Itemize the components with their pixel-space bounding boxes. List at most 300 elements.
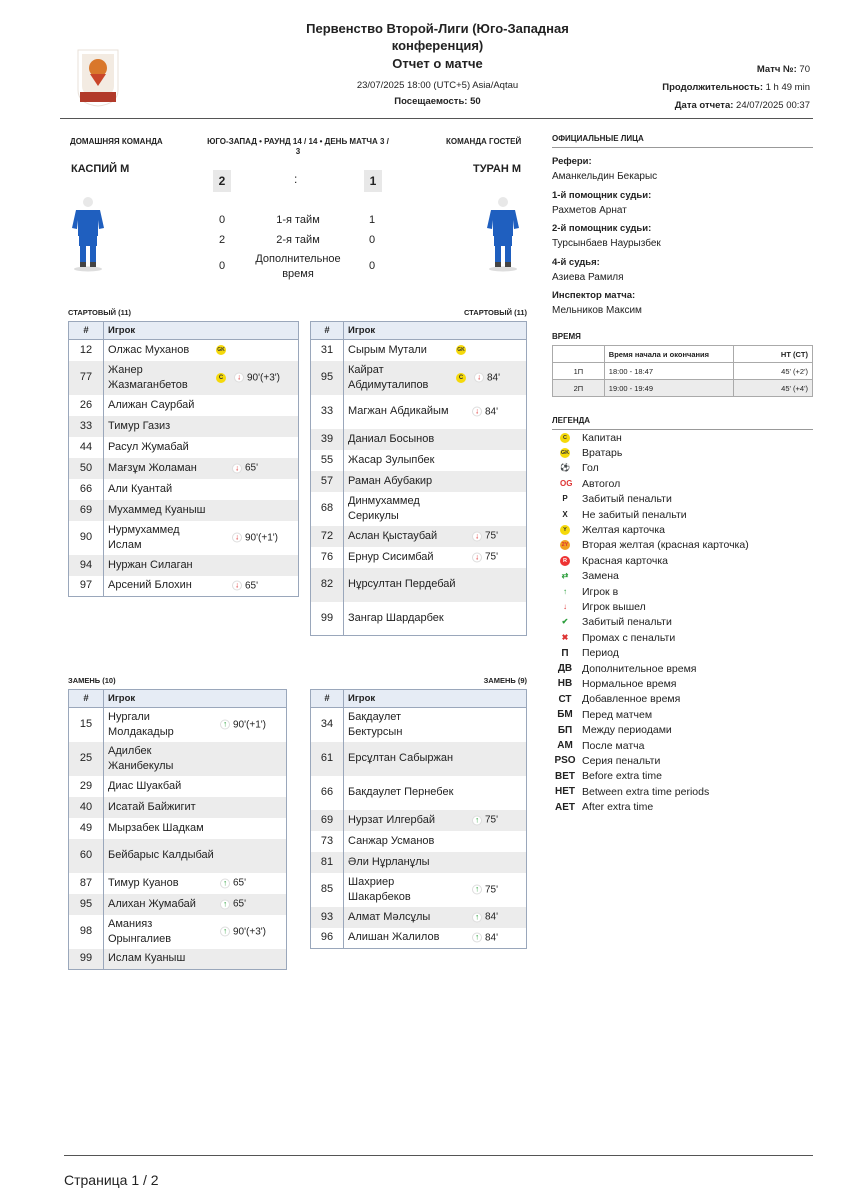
legend-item xyxy=(552,461,813,476)
player-cell xyxy=(104,500,299,521)
legend-text: Забитый пенальти xyxy=(582,616,672,629)
legend-text: После матча xyxy=(582,739,645,752)
player-number: 73 xyxy=(311,831,344,852)
official-role: 2-й помощник судьи: xyxy=(552,223,652,234)
sub-minute: 65' xyxy=(233,877,247,889)
sub-minute: 90'(+3') xyxy=(247,372,281,383)
sub-in-event xyxy=(220,924,266,939)
report-date: Дата отчета: 24/07/2025 00:37 xyxy=(674,100,810,111)
player-cell xyxy=(104,416,299,437)
officials-caption: ОФИЦИАЛЬНЫЕ ЛИЦА xyxy=(552,134,644,143)
col-number: # xyxy=(69,322,104,340)
away-team-name: ТУРАН М xyxy=(473,163,522,175)
table-row xyxy=(311,395,527,429)
away-period-score: 0 xyxy=(368,234,376,246)
legend-key xyxy=(552,694,578,705)
table-row xyxy=(311,526,527,547)
captain-badge xyxy=(456,373,466,383)
legend-key xyxy=(552,571,578,581)
player-name: Раман Абубакир xyxy=(348,474,433,487)
col-player: Игрок xyxy=(344,690,527,708)
legend-key xyxy=(552,771,578,782)
away-starting-table xyxy=(310,321,527,636)
legend-text: Промах с пенальти xyxy=(582,631,676,644)
table-row xyxy=(311,852,527,873)
player-name: Жанер Жазмаганбетов xyxy=(108,363,188,391)
legend-item xyxy=(552,430,813,445)
player-in-icon: ↑ xyxy=(220,899,230,909)
player-number: 66 xyxy=(311,776,344,810)
legend-key xyxy=(552,633,578,643)
player-cell xyxy=(104,742,287,776)
legend-text: Гол xyxy=(582,462,599,475)
player-name: Нурмухаммед Ислам xyxy=(108,523,180,551)
player-number: 39 xyxy=(311,429,344,450)
official-name: Мельников Максим xyxy=(552,305,642,316)
col-player: Игрок xyxy=(344,322,527,340)
legend-abbr: ДВ xyxy=(557,663,573,675)
player-cell xyxy=(104,708,287,742)
legend-key xyxy=(552,587,578,597)
legend-text: Желтая карточка xyxy=(582,524,666,537)
player-cell xyxy=(344,742,527,776)
legend-item xyxy=(552,676,813,691)
player-name: Алихан Жумабай xyxy=(108,897,196,910)
player-name: Шахриер Шакарбеков xyxy=(348,875,411,903)
player-number: 50 xyxy=(69,458,104,479)
player-cell xyxy=(104,340,299,361)
captain-badge xyxy=(216,373,226,383)
legend-key xyxy=(552,556,578,566)
player-out-icon: ↓ xyxy=(232,463,242,473)
player-cell xyxy=(344,602,527,636)
player-number: 69 xyxy=(311,810,344,831)
sub-in-event xyxy=(472,910,498,925)
official-role: Инспектор матча: xyxy=(552,290,636,301)
col-player: Игрок xyxy=(104,690,287,708)
official-entry xyxy=(552,290,813,324)
table-row xyxy=(311,831,527,852)
times-period: 2П xyxy=(553,380,605,397)
player-name: Алижан Саурбай xyxy=(108,398,195,411)
player-in-icon: ↑ xyxy=(220,878,230,888)
sub-out-event xyxy=(232,530,278,545)
player-number: 69 xyxy=(69,500,104,521)
player-name: Алишан Жалилов xyxy=(348,931,440,944)
match-number: Матч №: 70 xyxy=(756,64,810,75)
legend-item xyxy=(552,753,813,768)
player-cell xyxy=(344,340,527,361)
official-name: Турсынбаев Наурызбек xyxy=(552,238,661,249)
player-out-icon: ↓ xyxy=(234,373,244,383)
away-subs-caption: ЗАМЕНЬ (9) xyxy=(483,676,527,685)
table-row xyxy=(69,915,287,949)
player-cell xyxy=(104,873,287,894)
player-name: Алмат Мәлсұлы xyxy=(348,910,431,923)
table-row xyxy=(69,818,287,839)
legend-key xyxy=(552,448,578,458)
player-cell xyxy=(344,907,527,928)
table-row xyxy=(69,340,299,361)
sub-out-event xyxy=(232,578,258,593)
player-number: 98 xyxy=(69,915,104,949)
away-period-score: 1 xyxy=(368,214,376,226)
table-row xyxy=(69,479,299,500)
table-row xyxy=(311,708,527,742)
player-in-icon: ↑ xyxy=(472,885,482,895)
sub-minute: 75' xyxy=(485,884,499,895)
player-in-icon: ↑ xyxy=(220,720,230,730)
player-number: 25 xyxy=(69,742,104,776)
player-cell xyxy=(344,492,527,526)
table-row xyxy=(69,776,287,797)
sub-minute: 84' xyxy=(487,372,501,383)
player-name: Аманияз Орынгалиев xyxy=(108,917,172,945)
player-cell xyxy=(104,797,287,818)
legend-abbr: PSO xyxy=(554,755,576,767)
player-name: Расул Жумабай xyxy=(108,440,189,453)
federation-logo xyxy=(74,46,122,108)
player-name: Нуржан Силаган xyxy=(108,558,193,571)
home-period-score: 0 xyxy=(218,260,226,272)
legend-text: Перед матчем xyxy=(582,708,653,721)
sub-in-event xyxy=(472,930,498,945)
legend-key xyxy=(552,709,578,720)
table-row xyxy=(311,810,527,831)
red-card-icon: R xyxy=(560,556,570,566)
official-role: 1-й помощник судьи: xyxy=(552,189,652,201)
player-name: Санжар Усманов xyxy=(348,834,435,847)
officials-list xyxy=(552,156,813,324)
player-name: Адилбек Жанибекулы xyxy=(108,744,174,772)
officials-divider xyxy=(552,147,813,148)
legend-text: Период xyxy=(582,647,619,660)
legend-key xyxy=(552,463,578,473)
sub-in-event xyxy=(220,717,266,732)
player-in-icon: ↑ xyxy=(472,815,482,825)
player-number: 26 xyxy=(69,395,104,416)
legend-text: Between extra time periods xyxy=(582,785,710,798)
official-name: Азиева Рамиля xyxy=(552,271,624,283)
player-cell xyxy=(344,708,527,742)
legend-key xyxy=(552,648,578,659)
legend-text: Автогол xyxy=(582,477,621,490)
player-number: 99 xyxy=(311,602,344,636)
col-number: # xyxy=(69,690,104,708)
home-period-score: 2 xyxy=(218,234,226,246)
player-name: Бакдаулет Пернебек xyxy=(348,786,454,798)
player-cell xyxy=(344,471,527,492)
player-number: 97 xyxy=(69,576,104,597)
match-datetime: 23/07/2025 18:00 (UTC+5) Asia/Aqtau xyxy=(356,80,519,91)
table-row xyxy=(69,521,299,555)
player-number: 95 xyxy=(311,361,344,395)
times-col-range: Время начала и окончания xyxy=(604,346,734,363)
player-number: 31 xyxy=(311,340,344,361)
sub-minute: 75' xyxy=(485,814,499,826)
legend-item xyxy=(552,799,813,814)
player-cell xyxy=(104,818,287,839)
official-entry xyxy=(552,257,813,291)
match-duration: Продолжительность: 1 h 49 min xyxy=(662,82,810,93)
player-in-icon: ↑ xyxy=(220,927,230,937)
legend-abbr: БП xyxy=(557,724,573,736)
player-name: Нұрсултан Пердебай xyxy=(348,578,456,590)
table-row xyxy=(69,500,299,521)
sub-minute: 75' xyxy=(485,530,499,542)
sub-minute: 90'(+1') xyxy=(233,719,267,731)
official-role: Рефери: xyxy=(552,156,592,167)
col-number: # xyxy=(311,322,344,340)
legend-item xyxy=(552,476,813,491)
player-out-icon: ↓ xyxy=(232,533,242,543)
player-cell xyxy=(344,776,527,810)
period-label: 1-я тайм xyxy=(276,214,320,226)
times-range: 19:00 - 19:49 xyxy=(604,380,734,397)
player-number: 57 xyxy=(311,471,344,492)
table-row xyxy=(69,361,299,395)
player-cell xyxy=(344,873,527,907)
legend-key xyxy=(552,479,578,489)
legend-text: Добавленное время xyxy=(582,693,681,706)
player-cell xyxy=(104,949,287,970)
legend-key xyxy=(552,725,578,736)
legend-key xyxy=(552,786,578,797)
table-row xyxy=(311,340,527,361)
player-name: Мағзұм Жоламан xyxy=(108,461,197,474)
shootout-missed-icon: ✖ xyxy=(561,632,569,642)
player-number: 99 xyxy=(69,949,104,970)
home-period-score: 0 xyxy=(218,214,226,226)
home-caption: ДОМАШНЯЯ КОМАНДА xyxy=(70,137,163,146)
times-col-ht: HT (CT) xyxy=(734,346,813,363)
legend-key xyxy=(552,540,578,550)
player-cell xyxy=(344,395,527,429)
sub-in-event xyxy=(472,882,498,897)
player-cell xyxy=(344,547,527,568)
player-number: 61 xyxy=(311,742,344,776)
player-number: 55 xyxy=(311,450,344,471)
away-start-caption: СТАРТОВЫЙ (11) xyxy=(463,308,527,317)
legend-key xyxy=(552,617,578,627)
player-number: 95 xyxy=(69,894,104,915)
player-cell xyxy=(104,395,299,416)
legend-text: Before extra time xyxy=(582,770,662,783)
player-name: Ерсұлтан Сабыржан xyxy=(348,752,454,764)
table-row xyxy=(311,471,527,492)
legend-text: Вторая желтая (красная карточка) xyxy=(582,539,749,552)
player-number: 82 xyxy=(311,568,344,602)
player-number: 15 xyxy=(69,708,104,742)
home-starting-table xyxy=(68,321,299,597)
legend-key xyxy=(552,802,578,813)
player-out-icon: ↓ xyxy=(474,373,484,383)
player-name: Бейбарыс Калдыбай xyxy=(108,849,214,861)
captain-icon: C xyxy=(560,433,570,443)
sub-minute: 90'(+3') xyxy=(233,926,267,937)
legend-item xyxy=(552,661,813,676)
legend-item xyxy=(552,522,813,537)
goalkeeper-badge xyxy=(456,345,466,355)
player-name: Диас Шуакбай xyxy=(108,779,182,792)
table-row xyxy=(311,568,527,602)
player-in-icon: ↑ xyxy=(472,912,482,922)
goalkeeper-icon: GK xyxy=(560,450,570,457)
home-subs-caption: ЗАМЕНЬ (10) xyxy=(68,676,116,685)
sub-in-event xyxy=(220,897,246,912)
legend-key xyxy=(552,663,578,674)
player-name: Нурзат Илгербай xyxy=(348,813,435,826)
player-name: Исатай Байжигит xyxy=(108,800,196,813)
player-number: 12 xyxy=(69,340,104,361)
legend-abbr: АМ xyxy=(557,740,573,751)
table-row xyxy=(311,742,527,776)
player-number: 33 xyxy=(69,416,104,437)
player-name: Зангар Шардарбек xyxy=(348,611,444,624)
player-name: Тимур Газиз xyxy=(108,419,171,432)
legend-text: Дополнительное время xyxy=(582,662,697,675)
player-cell xyxy=(104,555,299,576)
player-cell xyxy=(104,479,299,500)
player-name: Нургали Молдакадыр xyxy=(108,710,174,738)
goalkeeper-icon: GK xyxy=(217,347,225,354)
legend-item xyxy=(552,692,813,707)
player-number: 96 xyxy=(311,928,344,949)
legend-key xyxy=(552,510,578,520)
sub-out-event xyxy=(232,461,258,476)
player-number: 44 xyxy=(69,437,104,458)
table-row xyxy=(69,458,299,479)
sub-minute: 65' xyxy=(233,898,247,910)
table-row xyxy=(311,873,527,907)
home-start-caption: СТАРТОВЫЙ (11) xyxy=(68,308,132,317)
legend-abbr: СТ xyxy=(558,693,572,705)
player-name: Даниал Босынов xyxy=(348,432,435,445)
player-name: Магжан Абдикайым xyxy=(348,405,449,417)
player-name: Жасар Зулыпбек xyxy=(348,453,435,466)
player-name: Бакдаулет Бектурсын xyxy=(348,710,403,738)
second-yellow-icon: 2Y xyxy=(561,542,569,549)
legend-item xyxy=(552,615,813,630)
report-title: Первенство Второй-Лиги (Юго-Западная конференция) xyxy=(306,21,569,53)
player-number: 49 xyxy=(69,818,104,839)
player-cell xyxy=(104,839,287,873)
table-row xyxy=(69,742,287,776)
table-row xyxy=(69,555,299,576)
legend-abbr: HET xyxy=(555,786,575,798)
away-period-score: 0 xyxy=(368,260,376,272)
official-role: 4-й судья: xyxy=(552,256,600,268)
player-out-icon: ↓ xyxy=(472,552,482,562)
sub-minute: 84' xyxy=(485,932,499,944)
player-name: Олжас Муханов xyxy=(108,343,190,356)
table-row xyxy=(69,894,287,915)
legend-item xyxy=(552,722,813,737)
times-caption: ВРЕМЯ xyxy=(552,332,581,341)
legend-abbr: НВ xyxy=(557,678,573,690)
player-name: Сырым Мутали xyxy=(348,343,427,356)
player-cell xyxy=(104,894,287,915)
legend-text: Серия пенальти xyxy=(582,754,661,767)
player-number: 76 xyxy=(311,547,344,568)
official-name: Рахметов Арнат xyxy=(552,204,627,216)
legend-key xyxy=(552,433,578,443)
player-cell xyxy=(104,437,299,458)
official-name: Аманкельдин Бекарыс xyxy=(552,171,658,182)
player-number: 81 xyxy=(311,852,344,873)
sub-out-event xyxy=(472,529,498,544)
table-row xyxy=(69,873,287,894)
legend-text: Забитый пенальти xyxy=(582,493,672,506)
player-cell xyxy=(104,776,287,797)
times-range: 18:00 - 18:47 xyxy=(604,363,734,380)
legend-text: Капитан xyxy=(582,431,622,444)
goalkeeper-badge xyxy=(216,345,226,355)
player-name: Аслан Қыстаубай xyxy=(348,529,438,542)
captain-icon: C xyxy=(456,373,466,383)
legend-item xyxy=(552,569,813,584)
table-row xyxy=(311,928,527,949)
sub-minute: 90'(+1') xyxy=(245,532,279,543)
legend-text: Вратарь xyxy=(582,447,623,460)
player-cell xyxy=(104,576,299,597)
yellow-card-icon: Y xyxy=(560,525,570,535)
table-row xyxy=(69,708,287,742)
away-subs-table xyxy=(310,689,527,949)
legend-item xyxy=(552,553,813,568)
legend-text: Игрок вышел xyxy=(582,600,646,613)
col-player: Игрок xyxy=(104,322,299,340)
legend-key xyxy=(552,494,578,504)
legend-item xyxy=(552,707,813,722)
sub-in-event xyxy=(472,813,498,828)
player-cell xyxy=(104,361,299,395)
sub-minute: 65' xyxy=(245,462,259,474)
times-table xyxy=(552,345,813,397)
legend-text: Красная карточка xyxy=(582,554,668,567)
table-row xyxy=(69,395,299,416)
player-cell xyxy=(344,831,527,852)
legend-text: After extra time xyxy=(582,801,654,814)
player-cell xyxy=(344,429,527,450)
player-name: Ернур Сисимбай xyxy=(348,550,434,563)
player-out-icon: ↓ xyxy=(232,581,242,591)
legend-item xyxy=(552,784,813,799)
legend-abbr: BET xyxy=(555,770,575,782)
player-cell xyxy=(344,810,527,831)
player-number: 72 xyxy=(311,526,344,547)
player-cell xyxy=(104,521,299,555)
player-cell xyxy=(344,526,527,547)
official-entry xyxy=(552,156,813,190)
header-divider xyxy=(60,118,813,119)
substitution-icon: ⇄ xyxy=(561,571,569,581)
sub-minute: 65' xyxy=(245,580,259,592)
player-name: Мырзабек Шадкам xyxy=(108,821,204,834)
legend-item xyxy=(552,445,813,460)
period-label: 2-я тайм xyxy=(276,234,320,246)
legend-item xyxy=(552,507,813,522)
sub-minute: 84' xyxy=(485,406,499,417)
away-score: 1 xyxy=(364,170,382,192)
legend-caption: ЛЕГЕНДА xyxy=(552,416,591,425)
penalty-scored-icon: P xyxy=(560,494,570,504)
legend-item xyxy=(552,630,813,645)
player-name: Әли Нұрланұлы xyxy=(348,855,430,868)
table-row xyxy=(69,576,299,597)
player-name: Ислам Куаныш xyxy=(108,952,186,965)
player-out-icon: ↓ xyxy=(472,531,482,541)
